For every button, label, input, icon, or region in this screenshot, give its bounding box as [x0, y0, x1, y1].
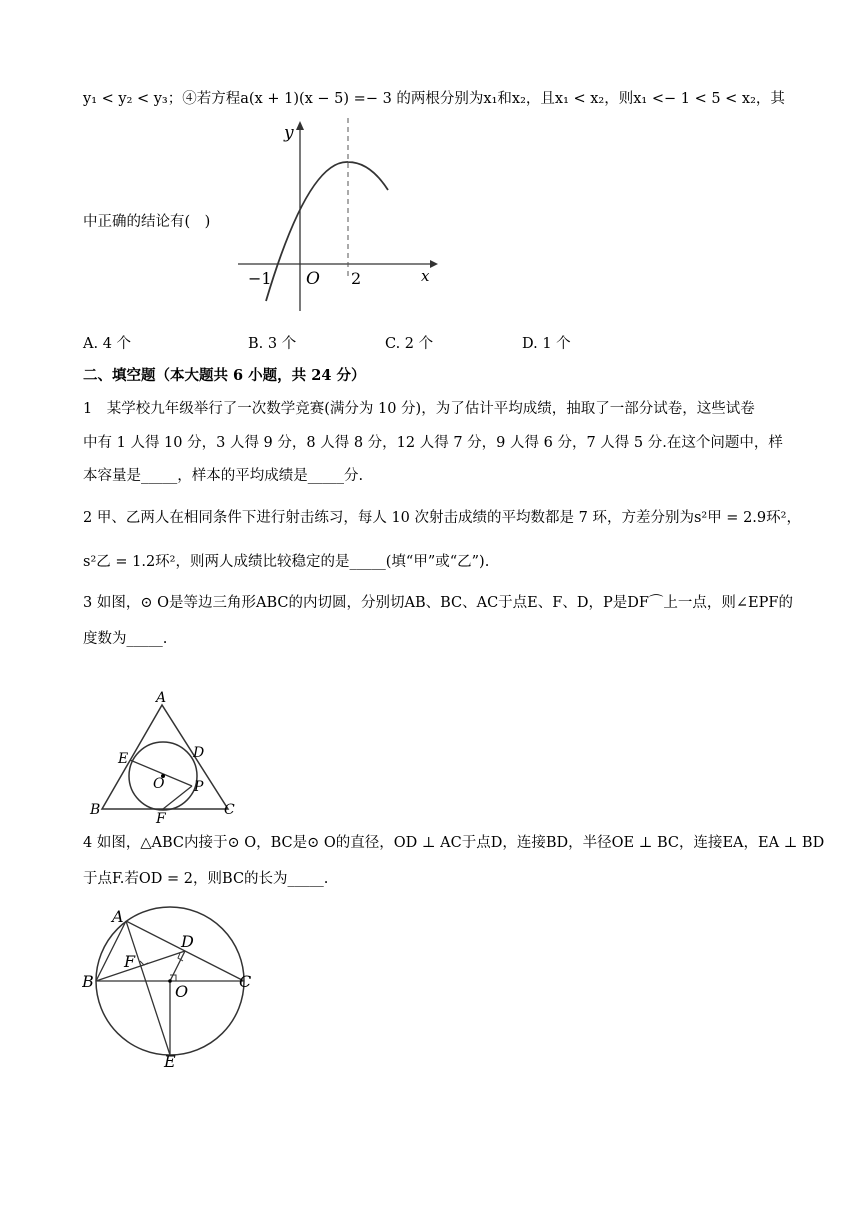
fig3-label-b: B — [90, 802, 101, 818]
fig3-label-p: P — [194, 779, 204, 795]
fill2-line1: 2 甲、乙两人在相同条件下进行射击练习，每人 10 次射击成绩的平均数都是 7 环，方差分别为s²甲 = 2.9环²， — [83, 510, 801, 526]
fill1-line1: 1 某学校九年级举行了一次数学竞赛(满分为 10 分)，为了估计平均成绩，抽取了一部分试卷，这些试卷 — [83, 401, 755, 417]
graph-origin-label: O — [306, 269, 320, 289]
question-text-line: y₁ < y₂ < y₃；④若方程a(x + 1)(x − 5) =− 3 的两根分别为x₁和x₂，且x₁ < x₂，则x₁ <− 1 < 5 < x₂，其 — [83, 91, 785, 107]
graph-two-label: 2 — [351, 269, 362, 288]
fig4-label-c: C — [239, 972, 252, 991]
graph-x-label: x — [421, 267, 430, 285]
incircle-figure — [86, 690, 246, 825]
fig4-label-a: A — [112, 907, 124, 926]
fig3-label-e: E — [118, 751, 129, 767]
option-d: D. 1 个 — [522, 336, 571, 352]
fig4-label-e: E — [164, 1052, 176, 1070]
option-a: A. 4 个 — [83, 336, 132, 352]
fig4-label-o: O — [175, 982, 189, 1001]
fig3-label-a: A — [156, 690, 167, 706]
fig3-label-d: D — [193, 745, 205, 761]
fill4-line1: 4 如图，△ABC内接于⊙ O，BC是⊙ O的直径，OD ⊥ AC于点D，连接BD，半径OE ⊥ BC，连接EA，EA ⊥ BD — [83, 835, 825, 851]
fill3-line1: 3 如图，⊙ O是等边三角形ABC的内切圆，分别切AB、BC、AC于点E、F、D，P是DF⌒上一点，则∠EPF的 — [83, 595, 793, 611]
inscribed-triangle-figure — [82, 905, 262, 1070]
fill1-line2: 中有 1 人得 10 分，3 人得 9 分，8 人得 8 分，12 人得 7 分，9 人得 6 分，7 人得 5 分.在这个问题中，样 — [83, 435, 783, 451]
graph-y-label: y — [284, 123, 294, 143]
fig4-label-b: B — [82, 972, 94, 991]
question-text-line: 中正确的结论有( ) — [83, 214, 211, 230]
graph-neg1-label: −1 — [248, 269, 272, 288]
option-b: B. 3 个 — [248, 336, 297, 352]
fig3-label-c: C — [224, 802, 235, 818]
section-title: 二、填空题（本大题共 6 小题，共 24 分） — [83, 367, 366, 384]
fig4-label-d: D — [181, 932, 194, 951]
fig3-label-f: F — [156, 811, 166, 825]
parabola-graph — [238, 116, 448, 316]
fig3-label-o: O — [153, 776, 165, 792]
fill3-line2: 度数为_____. — [83, 631, 168, 647]
option-c: C. 2 个 — [385, 336, 434, 352]
fill2-line2: s²乙 = 1.2环²，则两人成绩比较稳定的是_____(填“甲”或“乙”). — [83, 554, 490, 570]
fig4-label-f: F — [124, 952, 136, 971]
fill1-line3: 本容量是_____，样本的平均成绩是_____分. — [83, 468, 364, 484]
fill4-line2: 于点F.若OD = 2，则BC的长为_____. — [83, 871, 329, 887]
